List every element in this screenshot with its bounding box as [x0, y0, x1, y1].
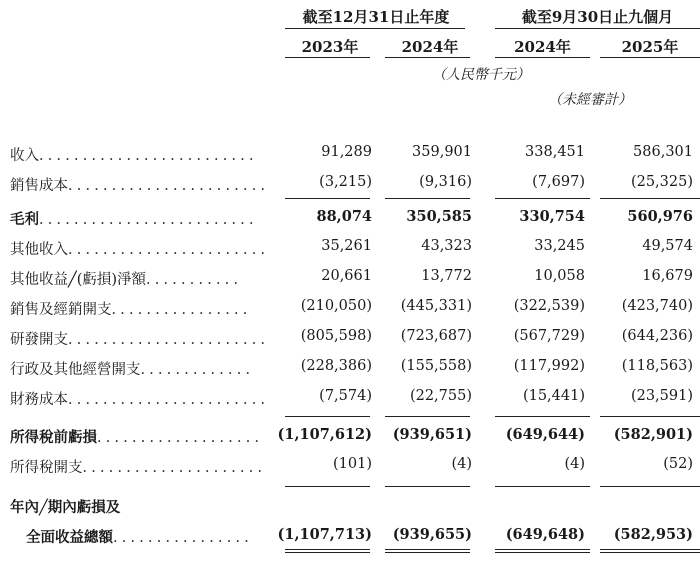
row-value-2025: (644,236) — [621, 328, 693, 344]
unaudited-label: （未經審計） — [548, 92, 632, 108]
final-row-dots: ．．．．．．．．．．．．．．．． — [113, 530, 261, 546]
total-double-rule-1a — [285, 549, 370, 550]
period-nine-months-rule — [495, 28, 700, 29]
row-value-2023: 88,074 — [316, 208, 372, 225]
year-rule-4 — [600, 57, 700, 58]
row-value-2024-9m: (649,644) — [505, 426, 585, 443]
subtotal-rule-4 — [600, 198, 700, 199]
row-dots: ．．．．．．．．．．． — [146, 272, 250, 288]
row-value-2025: (582,901) — [613, 426, 693, 443]
row-value-2025: (23,591) — [630, 388, 693, 404]
subtotal-rule-2 — [385, 198, 470, 199]
row-value-2025: (118,563) — [621, 358, 693, 374]
row-value-2023: (210,050) — [300, 298, 372, 314]
year-rule-1 — [285, 57, 370, 58]
year-rule-3 — [495, 57, 590, 58]
row-label — [10, 208, 265, 229]
row-value-2025: 560,976 — [627, 208, 693, 225]
row-value-2024-fy: 359,901 — [412, 144, 472, 160]
row-value-2025: 49,574 — [642, 238, 693, 254]
total-double-rule-4a — [600, 549, 700, 550]
final-row-label-text: 全面收益總額 — [26, 529, 113, 546]
row-value-2025: (25,325) — [630, 174, 693, 190]
row-value-2023: (7,574) — [319, 388, 372, 404]
row-dots: ．．．．．．．．．．．．．．．．．．．．．．． — [68, 178, 277, 194]
row-label — [10, 426, 271, 447]
row-value-2023: 20,661 — [321, 268, 372, 284]
period-year-end-header: 截至12月31日止年度 — [302, 8, 450, 26]
row-dots: ．．．．．．．．．．．．．．．．．．． — [97, 430, 271, 446]
total-double-rule-3a — [495, 549, 590, 550]
row-dots: ．．．．．．．．．．．．．．．．．．．．．．．．． — [39, 212, 265, 228]
row-value-2023: (805,598) — [300, 328, 372, 344]
pretax-rule-4 — [600, 416, 700, 417]
final-value-2023: (1,107,713) — [277, 526, 372, 543]
row-value-2023: (228,386) — [300, 358, 372, 374]
total-double-rule-2a — [385, 549, 470, 550]
row-label — [10, 358, 262, 379]
row-label-text: 財務成本 — [10, 392, 68, 408]
final-row-label-line1: 年內╱期內虧損及 — [10, 499, 121, 516]
row-value-2025: (52) — [663, 456, 693, 472]
row-value-2024-9m: 33,245 — [534, 238, 585, 254]
final-value-2025: (582,953) — [613, 526, 693, 543]
pretax-rule-1 — [285, 416, 370, 417]
year-header-2024-9m: 2024年 — [514, 38, 571, 56]
row-label — [10, 456, 274, 477]
row-label-text: 銷售及經銷開支 — [10, 302, 112, 318]
row-value-2024-fy: (9,316) — [419, 174, 472, 190]
unit-label: （人民幣千元） — [432, 67, 530, 83]
row-label — [10, 238, 277, 259]
period-year-end-rule — [285, 28, 465, 29]
row-value-2023: 35,261 — [321, 238, 372, 254]
row-label-text: 收入 — [10, 148, 39, 164]
row-value-2024-9m: (322,539) — [513, 298, 585, 314]
row-label — [10, 328, 277, 349]
row-value-2023: (1,107,612) — [277, 426, 372, 443]
row-value-2025: 16,679 — [642, 268, 693, 284]
row-dots: ．．．．．．．．．．．．．．．．．．．．．．．．． — [39, 148, 265, 164]
year-header-2023: 2023年 — [301, 38, 359, 56]
row-value-2024-fy: (723,687) — [400, 328, 472, 344]
row-value-2023: 91,289 — [321, 144, 372, 160]
row-value-2024-9m: (4) — [564, 456, 585, 472]
row-label-text: 研發開支 — [10, 332, 68, 348]
tax-rule-2 — [385, 486, 470, 487]
total-double-rule-2b — [385, 552, 470, 553]
row-dots: ．．．．．．．．．．．．．．．．．．．．．．． — [68, 392, 277, 408]
row-value-2024-fy: 13,772 — [421, 268, 472, 284]
pretax-rule-2 — [385, 416, 470, 417]
year-rule-2 — [385, 57, 470, 58]
row-value-2024-fy: 350,585 — [406, 208, 472, 225]
row-label — [10, 144, 265, 165]
tax-rule-1 — [285, 486, 370, 487]
row-value-2024-fy: (4) — [451, 456, 472, 472]
row-value-2024-fy: 43,323 — [421, 238, 472, 254]
final-row-label-line2 — [26, 526, 260, 547]
row-label — [10, 388, 277, 409]
total-double-rule-3b — [495, 552, 590, 553]
row-label-text: 銷售成本 — [10, 178, 68, 194]
row-label-text: 行政及其他經營開支 — [10, 362, 141, 378]
row-value-2024-fy: (939,651) — [392, 426, 472, 443]
row-value-2024-9m: (567,729) — [513, 328, 585, 344]
pretax-rule-3 — [495, 416, 590, 417]
row-value-2025: (423,740) — [621, 298, 693, 314]
subtotal-rule-1 — [285, 198, 370, 199]
final-value-2024-fy: (939,655) — [392, 526, 472, 543]
row-value-2024-9m: 10,058 — [534, 268, 585, 284]
final-value-2024-9m: (649,648) — [505, 526, 585, 543]
row-dots: ．．．．．．．．．．．．．．．．．．．．．．． — [68, 242, 277, 258]
year-header-2025: 2025年 — [621, 38, 679, 56]
subtotal-rule-3 — [495, 198, 590, 199]
row-label — [10, 298, 259, 319]
row-label-text: 所得稅前虧損 — [10, 429, 97, 446]
row-value-2025: 586,301 — [633, 144, 693, 160]
row-value-2024-9m: (15,441) — [522, 388, 585, 404]
row-dots: ．．．．．．．．．．．．．．．． — [111, 302, 259, 318]
row-value-2024-9m: 338,451 — [525, 144, 585, 160]
period-nine-months-header: 截至9月30日止九個月 — [521, 8, 674, 26]
row-label-text: 其他收入 — [10, 242, 68, 258]
tax-rule-3 — [495, 486, 590, 487]
row-dots: ．．．．．．．．．．．．．．．．．．．．．．． — [68, 332, 277, 348]
row-value-2024-9m: (7,697) — [532, 174, 585, 190]
row-value-2024-9m: (117,992) — [513, 358, 585, 374]
row-dots: ．．．．．．．．．．．．．．．．．．．．． — [82, 460, 274, 476]
total-double-rule-4b — [600, 552, 700, 553]
row-value-2024-9m: 330,754 — [519, 208, 585, 225]
row-dots: ．．．．．．．．．．．．． — [140, 362, 262, 378]
row-value-2023: (101) — [333, 456, 372, 472]
row-label — [10, 268, 250, 289]
row-value-2024-fy: (445,331) — [400, 298, 472, 314]
row-value-2024-fy: (22,755) — [409, 388, 472, 404]
row-value-2024-fy: (155,558) — [400, 358, 472, 374]
year-header-2024-fy: 2024年 — [401, 38, 459, 56]
row-value-2023: (3,215) — [319, 174, 372, 190]
tax-rule-4 — [600, 486, 700, 487]
total-double-rule-1b — [285, 552, 370, 553]
row-label-text: 毛利 — [10, 211, 39, 228]
row-label — [10, 174, 277, 195]
row-label-text: 所得稅開支 — [10, 460, 83, 476]
row-label-text: 其他收益╱(虧損)淨額 — [10, 272, 147, 288]
